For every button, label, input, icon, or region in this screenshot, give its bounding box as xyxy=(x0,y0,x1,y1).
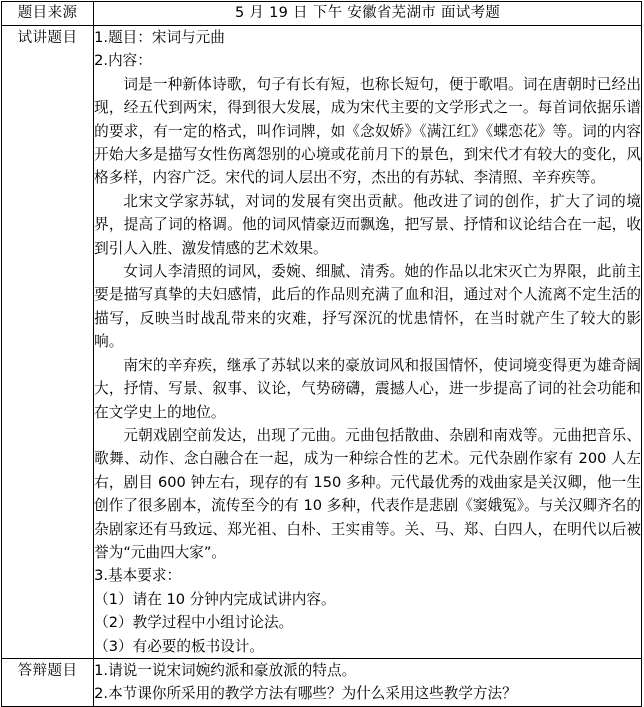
source-value: 5 月 19 日 下午 安徽省芜湖市 面试考题 xyxy=(234,5,501,21)
answer-label: 答辩题目 xyxy=(17,662,78,679)
lesson-title-line: 1.题目：宋词与元曲 xyxy=(94,29,225,46)
requirements-label: 3.基本要求： xyxy=(94,567,182,585)
lesson-label-cell xyxy=(2,26,94,659)
requirement-item: （1）请在 10 分钟内完成试讲内容。 xyxy=(94,590,336,608)
table-row-source xyxy=(2,2,642,26)
exam-question-sheet xyxy=(0,1,644,703)
lesson-paragraph: 南宋的辛弃疾，继承了苏轼以来的豪放词风和报国情怀，使词境变得更为雄奇阔大，抒情、写景、叙事、议论，气势磅礴，震撼人心，进一步提高了词的社会功能和在文学史上的地位。 xyxy=(94,356,641,421)
lesson-paragraph: 女词人李清照的词风，委婉、细腻、清秀。她的作品以北宋灭亡为界限，此前主要是描写真挚的夫妇感情，此后的作品则充满了血和泪，通过对个人流离不定生活的描写，反映当时战乱带来的灾难，抒写深沉的忧患情怀，在当时就产生了较大的影响。 xyxy=(94,263,641,351)
answer-label-cell xyxy=(2,658,94,706)
lesson-paragraph: 元朝戏剧空前发达，出现了元曲。元曲包括散曲、杂剧和南戏等。元曲把音乐、歌舞、动作、念白融合在一起，成为一种综合性的艺术。元代杂剧作家有 200 人左右，剧目 600 钟左右，现存的有 150 多种。元代最优秀的戏曲家是关汉卿，他一生创作了很多剧本，流传至今的有 10 多种，代表作是悲剧《窦娥冤》。与关汉卿齐名的杂剧家还有马致远、郑光祖、白朴、王实甫等。关、马、郑、白四人，在明代以后被誉为“元曲四大家”。 xyxy=(94,426,641,561)
table-row-lesson xyxy=(2,26,642,659)
lesson-paragraph: 词是一种新体诗歌，句子有长有短，也称长短句，便于歌唱。词在唐朝时已经出现，经五代到两宋，得到很大发展，成为宋代主要的文学形式之一。每首词依据乐谱的要求，有一定的格式，叫作词牌，如《念奴娇》《满江红》《蝶恋花》等。词的内容开始大多是描写女性伤离怨别的心境或花前月下的景色，到宋代才有较大的变化，风格多样，内容广泛。宋代的词人层出不穷，杰出的有苏轼、李清照、辛弃疾等。 xyxy=(94,75,641,187)
exam-table xyxy=(1,1,642,707)
requirement-item: （3）有必要的板书设计。 xyxy=(94,637,264,655)
answer-body xyxy=(94,659,641,706)
lesson-content-label: 2.内容： xyxy=(94,52,152,70)
lesson-body xyxy=(94,26,641,658)
lesson-label: 试讲题目 xyxy=(17,30,78,46)
source-label: 题目来源 xyxy=(17,5,78,21)
requirement-item: （2）教学过程中小组讨论法。 xyxy=(94,614,294,632)
answer-question: 2.本节课你所采用的教学方法有哪些？为什么采用这些教学方法？ xyxy=(94,685,517,703)
source-value-cell xyxy=(94,2,642,26)
source-label-cell xyxy=(2,2,94,26)
table-row-answer xyxy=(2,658,642,706)
lesson-paragraph: 北宋文学家苏轼，对词的发展有突出贡献。他改进了词的创作，扩大了词的境界，提高了词的格调。他的词风情豪迈而飘逸，把写景、抒情和议论结合在一起，收到引人入胜、激发情感的艺术效果。 xyxy=(94,192,641,257)
answer-question: 1.请说一说宋词婉约派和豪放派的特点。 xyxy=(94,661,357,679)
answer-body-cell xyxy=(94,658,642,706)
lesson-body-cell xyxy=(94,26,642,659)
